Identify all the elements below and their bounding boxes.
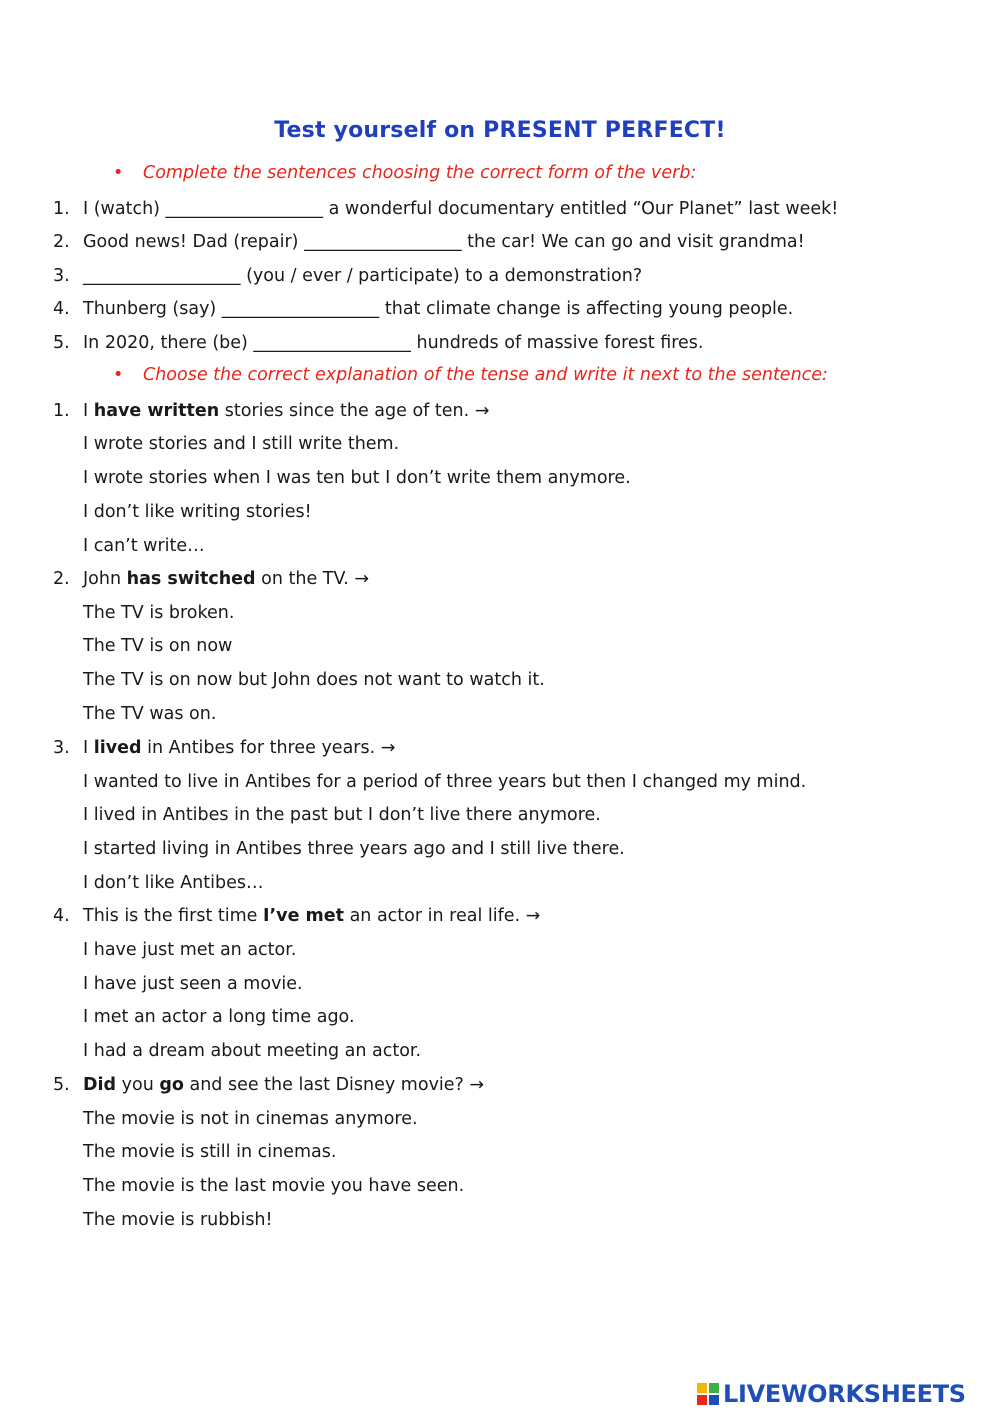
question-verb: Did	[83, 1075, 117, 1095]
sentence-text: In 2020, there (be) __________________ hundreds of massive forest fires.	[83, 333, 704, 353]
option: The TV was on.	[83, 704, 217, 724]
option: I wanted to live in Antibes for a period of three years but then I changed my mind.	[83, 772, 807, 792]
option: I met an actor a long time ago.	[83, 1007, 355, 1027]
instruction-fill-in	[113, 163, 696, 183]
question-text: John	[83, 569, 127, 589]
liveworksheets-logo	[697, 1378, 966, 1410]
item-number: 5.	[53, 1075, 70, 1095]
fill-in-sentence-2	[53, 231, 805, 253]
item-number: 3.	[53, 266, 70, 286]
logo-square	[709, 1383, 719, 1393]
question-text: you	[116, 1075, 160, 1095]
item-number: 2.	[53, 569, 70, 589]
option: I lived in Antibes in the past but I don’t live there anymore.	[83, 805, 601, 825]
question-text: I	[83, 738, 94, 758]
option: The movie is the last movie you have seen.	[83, 1176, 465, 1196]
logo-text: LIVEWORKSHEETS	[723, 1380, 966, 1408]
item-number: 4.	[53, 906, 70, 926]
question-text: on the TV. →	[255, 569, 369, 589]
item-number: 3.	[53, 738, 70, 758]
worksheet-title: Test yourself on PRESENT PERFECT!	[274, 118, 726, 143]
option: I had a dream about meeting an actor.	[83, 1041, 422, 1061]
option: The movie is rubbish!	[83, 1210, 273, 1230]
item-number: 5.	[53, 333, 70, 353]
sentence-text: Thunberg (say) __________________ that climate change is affecting young people.	[83, 299, 794, 319]
question-text: I	[83, 401, 94, 421]
question-verb: go	[159, 1075, 184, 1095]
question-verb: I’ve met	[263, 906, 345, 926]
question-verb: have written	[93, 401, 220, 421]
question-2	[53, 568, 369, 590]
item-number: 1.	[53, 199, 70, 219]
question-5	[53, 1074, 484, 1096]
question-4	[53, 905, 540, 927]
fill-in-sentence-5	[53, 332, 704, 354]
option: The movie is not in cinemas anymore.	[83, 1109, 418, 1129]
logo-square	[697, 1383, 707, 1393]
fill-in-sentence-1	[53, 198, 838, 220]
question-text: stories since the age of ten. →	[219, 401, 490, 421]
question-1	[53, 400, 489, 422]
option: The TV is on now but John does not want to watch it.	[83, 670, 545, 690]
option: I wrote stories when I was ten but I don’t write them anymore.	[83, 468, 631, 488]
option: The TV is broken.	[83, 603, 235, 623]
question-3	[53, 737, 395, 759]
option: I have just met an actor.	[83, 940, 297, 960]
option: I wrote stories and I still write them.	[83, 434, 400, 454]
option: I don’t like writing stories!	[83, 502, 312, 522]
question-verb: has switched	[126, 569, 256, 589]
question-text: an actor in real life. →	[344, 906, 541, 926]
option: I can’t write…	[83, 536, 205, 556]
sentence-text: I (watch) __________________ a wonderful documentary entitled “Our Planet” last week!	[83, 199, 839, 219]
logo-square	[697, 1395, 707, 1405]
question-text: This is the first time	[83, 906, 264, 926]
logo-square	[709, 1395, 719, 1405]
instruction-text: Choose the correct explanation of the tense and write it next to the sentence:	[143, 365, 828, 385]
option: I have just seen a movie.	[83, 974, 303, 994]
option: The TV is on now	[83, 636, 233, 656]
question-text: and see the last Disney movie? →	[183, 1075, 485, 1095]
question-verb: lived	[93, 738, 142, 758]
item-number: 1.	[53, 401, 70, 421]
option: I started living in Antibes three years ago and I still live there.	[83, 839, 625, 859]
option: The movie is still in cinemas.	[83, 1142, 337, 1162]
sentence-text: Good news! Dad (repair) __________________ the car! We can go and visit grandma!	[83, 232, 805, 252]
instruction-text: Complete the sentences choosing the correct form of the verb:	[143, 163, 697, 183]
fill-in-sentence-3	[53, 265, 642, 287]
instruction-choose-explanation	[113, 365, 828, 385]
logo-mark-icon	[697, 1383, 719, 1405]
fill-in-sentence-4	[53, 298, 793, 320]
bullet: •	[113, 365, 124, 385]
item-number: 2.	[53, 232, 70, 252]
item-number: 4.	[53, 299, 70, 319]
question-text: in Antibes for three years. →	[141, 738, 396, 758]
bullet: •	[113, 163, 124, 183]
option: I don’t like Antibes…	[83, 873, 264, 893]
sentence-text: __________________ (you / ever / participate) to a demonstration?	[83, 266, 643, 286]
